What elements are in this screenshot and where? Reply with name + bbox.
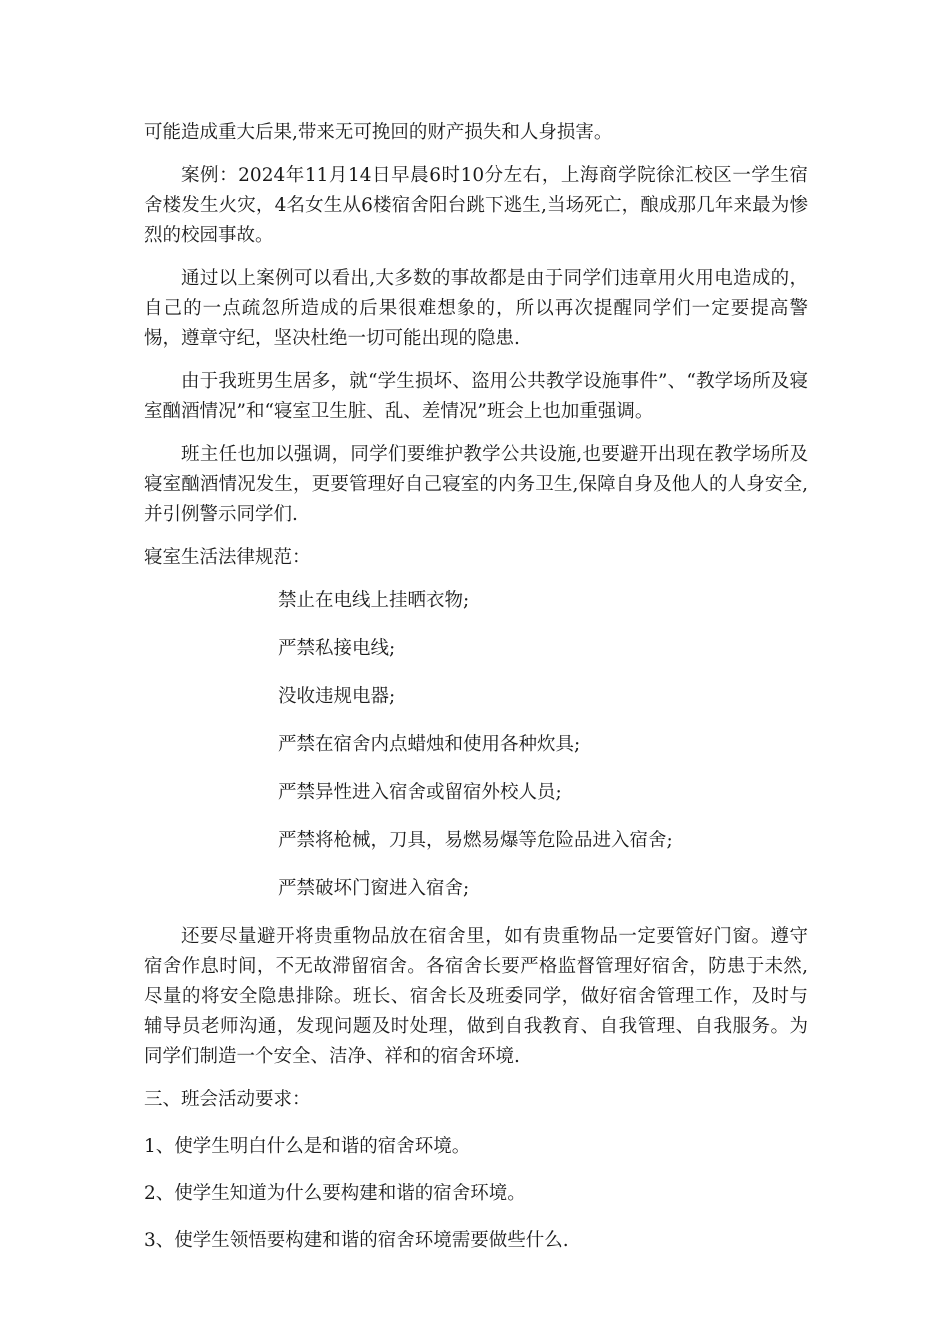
- requirement-item: 3、使学生领悟要构建和谐的宿舍环境需要做些什么.: [144, 1230, 569, 1251]
- section-heading: 三、班会活动要求：: [144, 1089, 311, 1110]
- rule-item: 严禁将枪械，刀具，易燃易爆等危险品进入宿舍;: [278, 830, 673, 851]
- rule-item: 禁止在电线上挂晒衣物;: [278, 590, 470, 611]
- rule-item: 严禁私接电线;: [278, 638, 396, 659]
- rule-item: 严禁破坏门窗进入宿舍;: [278, 878, 470, 899]
- rule-item: 严禁在宿舍内点蜡烛和使用各种炊具;: [278, 734, 581, 755]
- rules-heading: 寝室生活法律规范：: [144, 547, 311, 568]
- paragraph-closing: 还要尽量避开将贵重物品放在宿舍里，如有贵重物品一定要管好门窗。遵守宿舍作息时间，不无故滞留宿舍。各宿舍长要严格监督管理好宿舍，防患于未然,尽量的将安全隐患排除。班长、宿舍长及班委同学，做好宿舍管理工作，及时与辅导员老师沟通，发现问题及时处理，做到自我教育、自我管理、自我服务。为同学们制造一个安全、洁净、祥和的宿舍环境.: [144, 926, 808, 1067]
- paragraph-case-analysis: 通过以上案例可以看出,大多数的事故都是由于同学们违章用火用电造成的，自己的一点疏忽所造成的后果很难想象的，所以再次提醒同学们一定要提高警惕，遵章守纪，坚决杜绝一切可能出现的隐患.: [144, 268, 808, 349]
- paragraph-case-example: 案例：2024年11月14日早晨6时10分左右，上海商学院徐汇校区一学生宿舍楼发生火灾，4名女生从6楼宿舍阳台跳下逃生,当场死亡，酿成那几年来最为惨烈的校园事故。: [144, 165, 808, 246]
- paragraph-consequence: 可能造成重大后果,带来无可挽回的财产损失和人身损害。: [144, 122, 613, 143]
- rules-list: [144, 586, 808, 904]
- rule-item: 严禁异性进入宿舍或留宿外校人员;: [278, 782, 562, 803]
- paragraph-teacher-emphasis: 班主任也加以强调，同学们要维护教学公共设施,也要避开出现在教学场所及寝室酗酒情况发生，更要管理好自己寝室的内务卫生,保障自身及他人的人身安全,并引例警示同学们.: [144, 444, 808, 525]
- rule-item: 没收违规电器;: [278, 686, 396, 707]
- document-page: [144, 118, 808, 1273]
- requirement-item: 2、使学生知道为什么要构建和谐的宿舍环境。: [144, 1183, 526, 1204]
- paragraph-class-emphasis: 由于我班男生居多，就“学生损坏、盗用公共教学设施事件”、“教学场所及寝室酗酒情况”和“寝室卫生脏、乱、差情况”班会上也加重强调。: [144, 371, 808, 422]
- requirement-item: 1、使学生明白什么是和谐的宿舍环境。: [144, 1136, 471, 1157]
